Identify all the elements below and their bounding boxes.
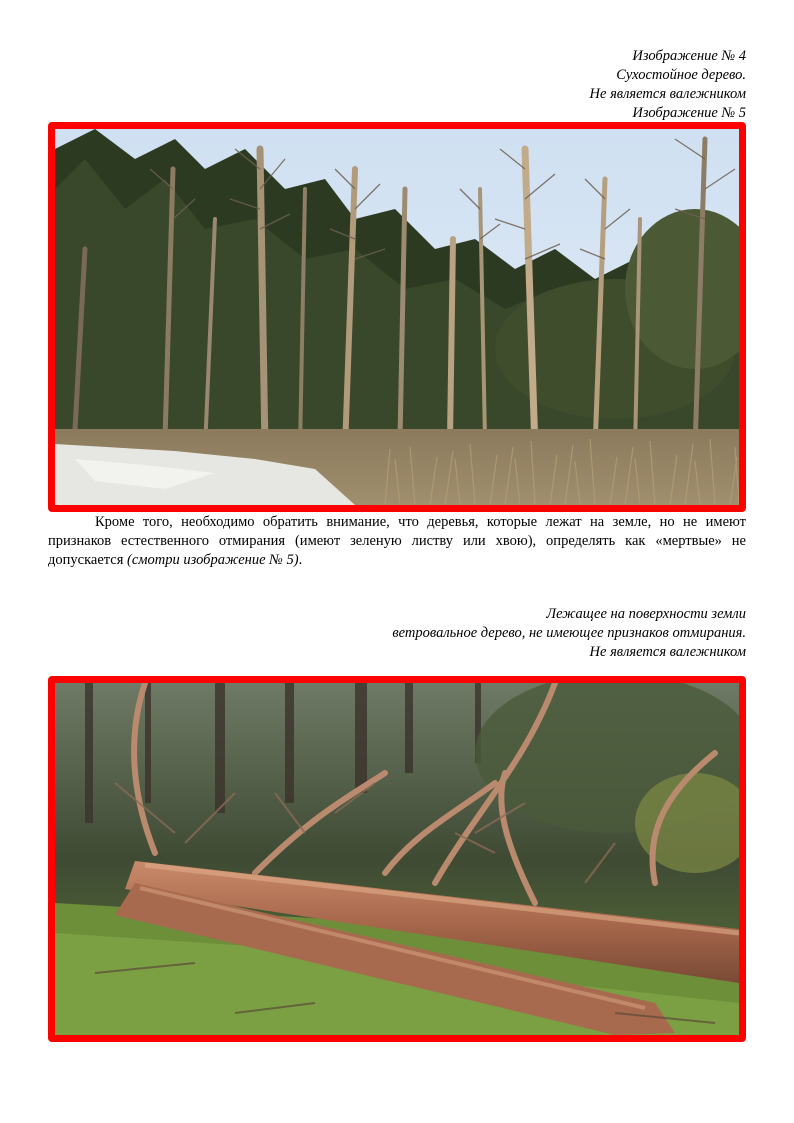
caption-line: Изображение № 5 [632,105,746,121]
caption-image-4 [590,47,746,123]
caption-line: Не является валежником [589,86,746,102]
photo-standing-deadwood [48,122,746,512]
image-reference: (смотри изображение № 5) [127,552,299,568]
caption-image-5 [392,605,746,662]
caption-line: ветровальное дерево, не имеющее признаков отмирания. [392,625,746,641]
paragraph-end: . [298,552,303,568]
photo-windfall-tree [48,676,746,1042]
caption-line: Не является валежником [589,644,746,660]
caption-line: Сухостойное дерево. [616,67,746,83]
caption-line: Лежащее на поверхности земли [546,606,746,622]
caption-line: Изображение № 4 [632,48,746,64]
windfall-illustration [55,683,739,1035]
body-paragraph [48,513,746,570]
forest-deadwood-illustration [55,129,739,505]
paragraph-text: Кроме того, необходимо обратить внимание, что деревья, которые лежат на земле, но не имеют признаков естественного отмирания (имеют зеленую листву или хвою), определять как «мертвые» не допускается [48,514,746,568]
